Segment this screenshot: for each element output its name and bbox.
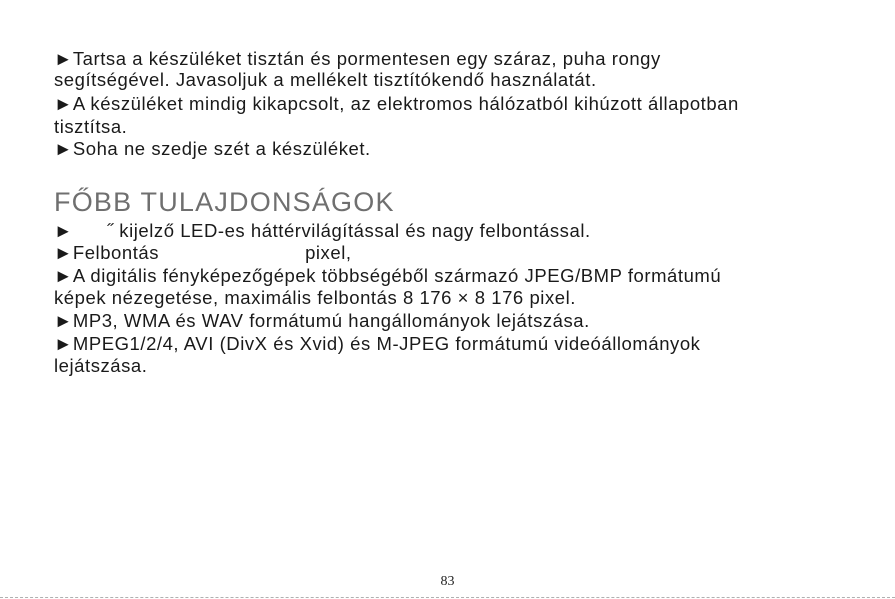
maintenance-line-5: ►Soha ne szedje szét a készüléket. <box>54 138 371 159</box>
feature-item-video-line-2: lejátszása. <box>54 355 148 376</box>
maintenance-line-1: ►Tartsa a készüléket tisztán és pormentesen egy száraz, puha rongy <box>54 48 661 69</box>
maintenance-line-2: segítségével. Javasoljuk a mellékelt tisztítókendő használatát. <box>54 69 597 90</box>
feature-resolution-value: pixel, <box>305 242 352 263</box>
feature-display-text: ˝ kijelző LED-es háttérvilágítással és nagy felbontással. <box>106 220 591 241</box>
feature-item-audio: ►MP3, WMA és WAV formátumú hangállományok lejátszása. <box>54 310 590 331</box>
page-number: 83 <box>440 574 455 589</box>
feature-resolution-label: ►Felbontás <box>54 242 160 263</box>
feature-item-photos-line-2: képek nézegetése, maximális felbontás 8 176 × 8 176 pixel. <box>54 287 576 308</box>
maintenance-line-4: tisztítsa. <box>54 116 128 137</box>
feature-item-video-line-1: ►MPEG1/2/4, AVI (DivX és Xvid) és M-JPEG formátumú videóállományok <box>54 333 701 354</box>
feature-item-photos-line-1: ►A digitális fényképezőgépek többségéből származó JPEG/BMP formátumú <box>54 265 722 286</box>
page-bottom-divider <box>0 597 895 598</box>
feature-marker: ► <box>54 220 73 241</box>
feature-item-display <box>54 220 591 242</box>
section-heading: FŐBB TULAJDONSÁGOK <box>54 187 395 217</box>
feature-item-resolution <box>54 242 352 264</box>
maintenance-line-3: ►A készüléket mindig kikapcsolt, az elektromos hálózatból kihúzott állapotban <box>54 93 739 114</box>
